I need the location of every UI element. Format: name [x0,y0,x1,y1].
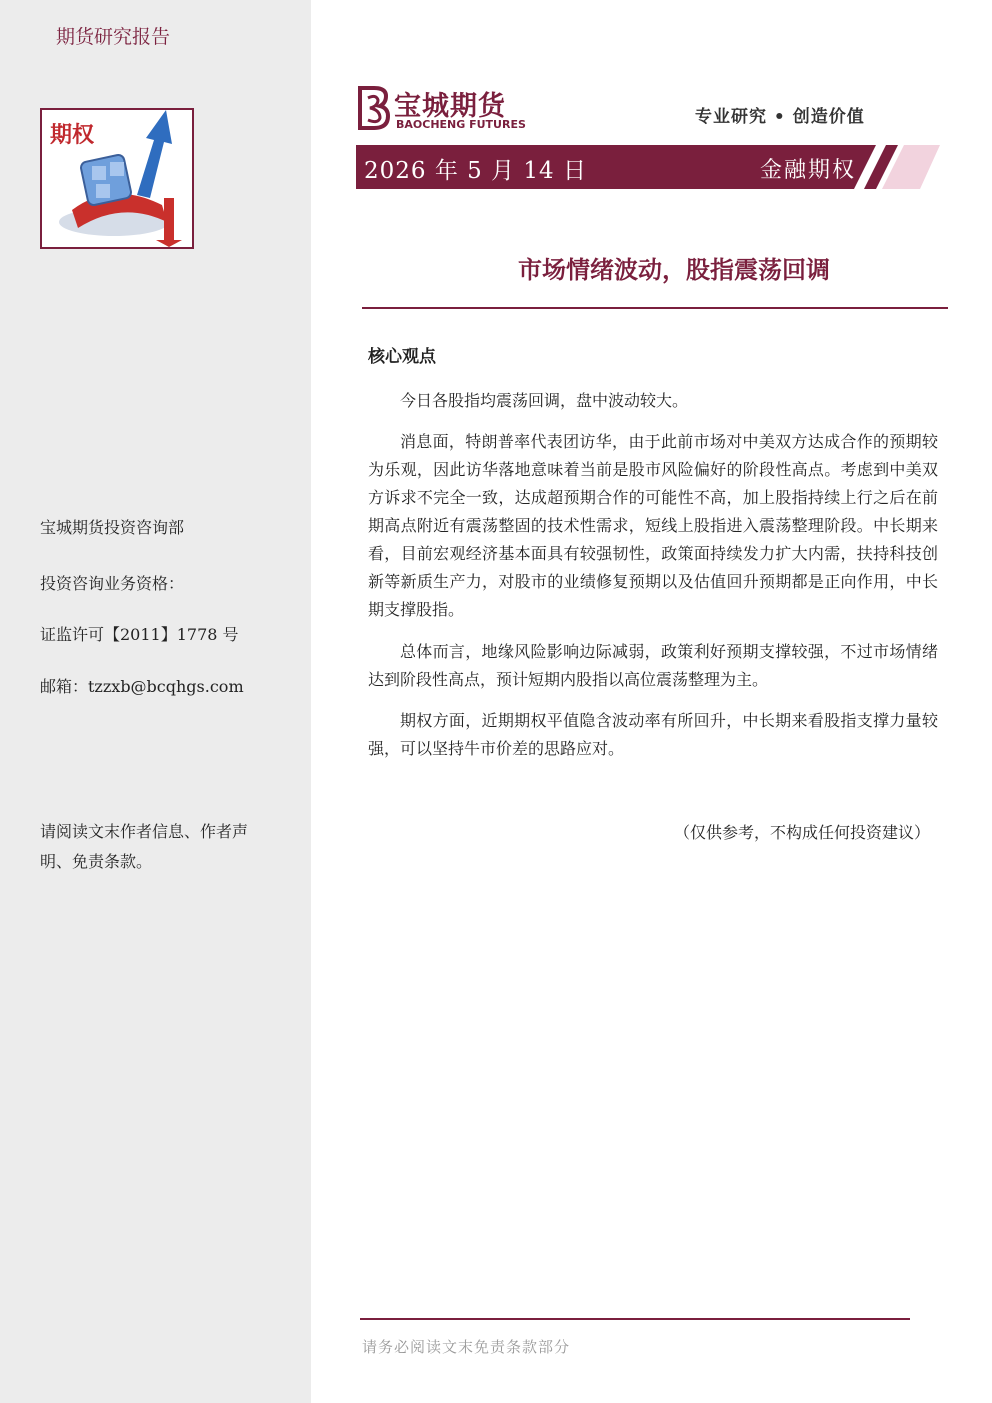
company-logo [356,84,526,132]
baocheng-logo-icon [356,84,392,132]
badge-label: 期权 [50,123,95,148]
report-date: 2026 年 5 月 14 日 [364,158,587,184]
section-heading: 核心观点 [368,347,436,367]
department-name: 宝城期货投资咨询部 [40,518,185,537]
paragraph-overall: 总体而言，地缘风险影响边际减弱，政策利好预期支撑较强，不过市场情绪达到阶段性高点，预计短期内股指以高位震荡整理为主。 [368,642,938,689]
options-badge-image [40,108,194,249]
contact-email: 邮箱：tzzxb@bcqhgs.com [40,677,244,696]
paragraph-options: 期权方面，近期期权平值隐含波动率有所回升，中长期来看股指支撑力量较强，可以坚持牛市价差的思路应对。 [368,711,938,758]
footer-notice: 请务必阅读文末免责条款部分 [362,1338,571,1356]
license-number: 证监许可【2011】1778 号 [40,625,239,644]
report-title: 市场情绪波动，股指震荡回调 [518,256,830,284]
notice-line-2: 明、免责条款。 [40,852,153,871]
notice-line-1: 请阅读文末作者信息、作者声 [40,822,249,841]
logo-name: 宝城期货 [394,91,506,122]
slogan: 专业研究 • 创造价值 [695,107,865,127]
footer-divider [360,1318,910,1320]
report-category: 金融期权 [760,158,857,183]
paragraph-summary: 今日各股指均震荡回调，盘中波动较大。 [400,391,689,410]
disclaimer-note: （仅供参考，不构成任何投资建议） [673,823,930,842]
logo-english-name: BAOCHENG FUTURES [396,118,526,131]
qualification-label: 投资咨询业务资格： [40,574,185,593]
paragraph-news: 消息面，特朗普率代表团访华，由于此前市场对中美双方达成合作的预期较为乐观，因此访华落地意味着当前是股市风险偏好的阶段性高点。考虑到中美双方诉求不完全一致，达成超预期合作的可能性不高，加上股指持续上行之后在前期高点附近有震荡整固的技术性需求，短线上股指进入震荡整理阶段。中长期来看，目前宏观经济基本面具有较强韧性，政策面持续发力扩大内需，扶持科技创新等新质生产力，对股市的业绩修复预期以及估值回升预期都是正向作用，中长期支撑股指。 [368,432,938,619]
title-divider [362,307,948,309]
report-type-label: 期货研究报告 [56,26,171,48]
